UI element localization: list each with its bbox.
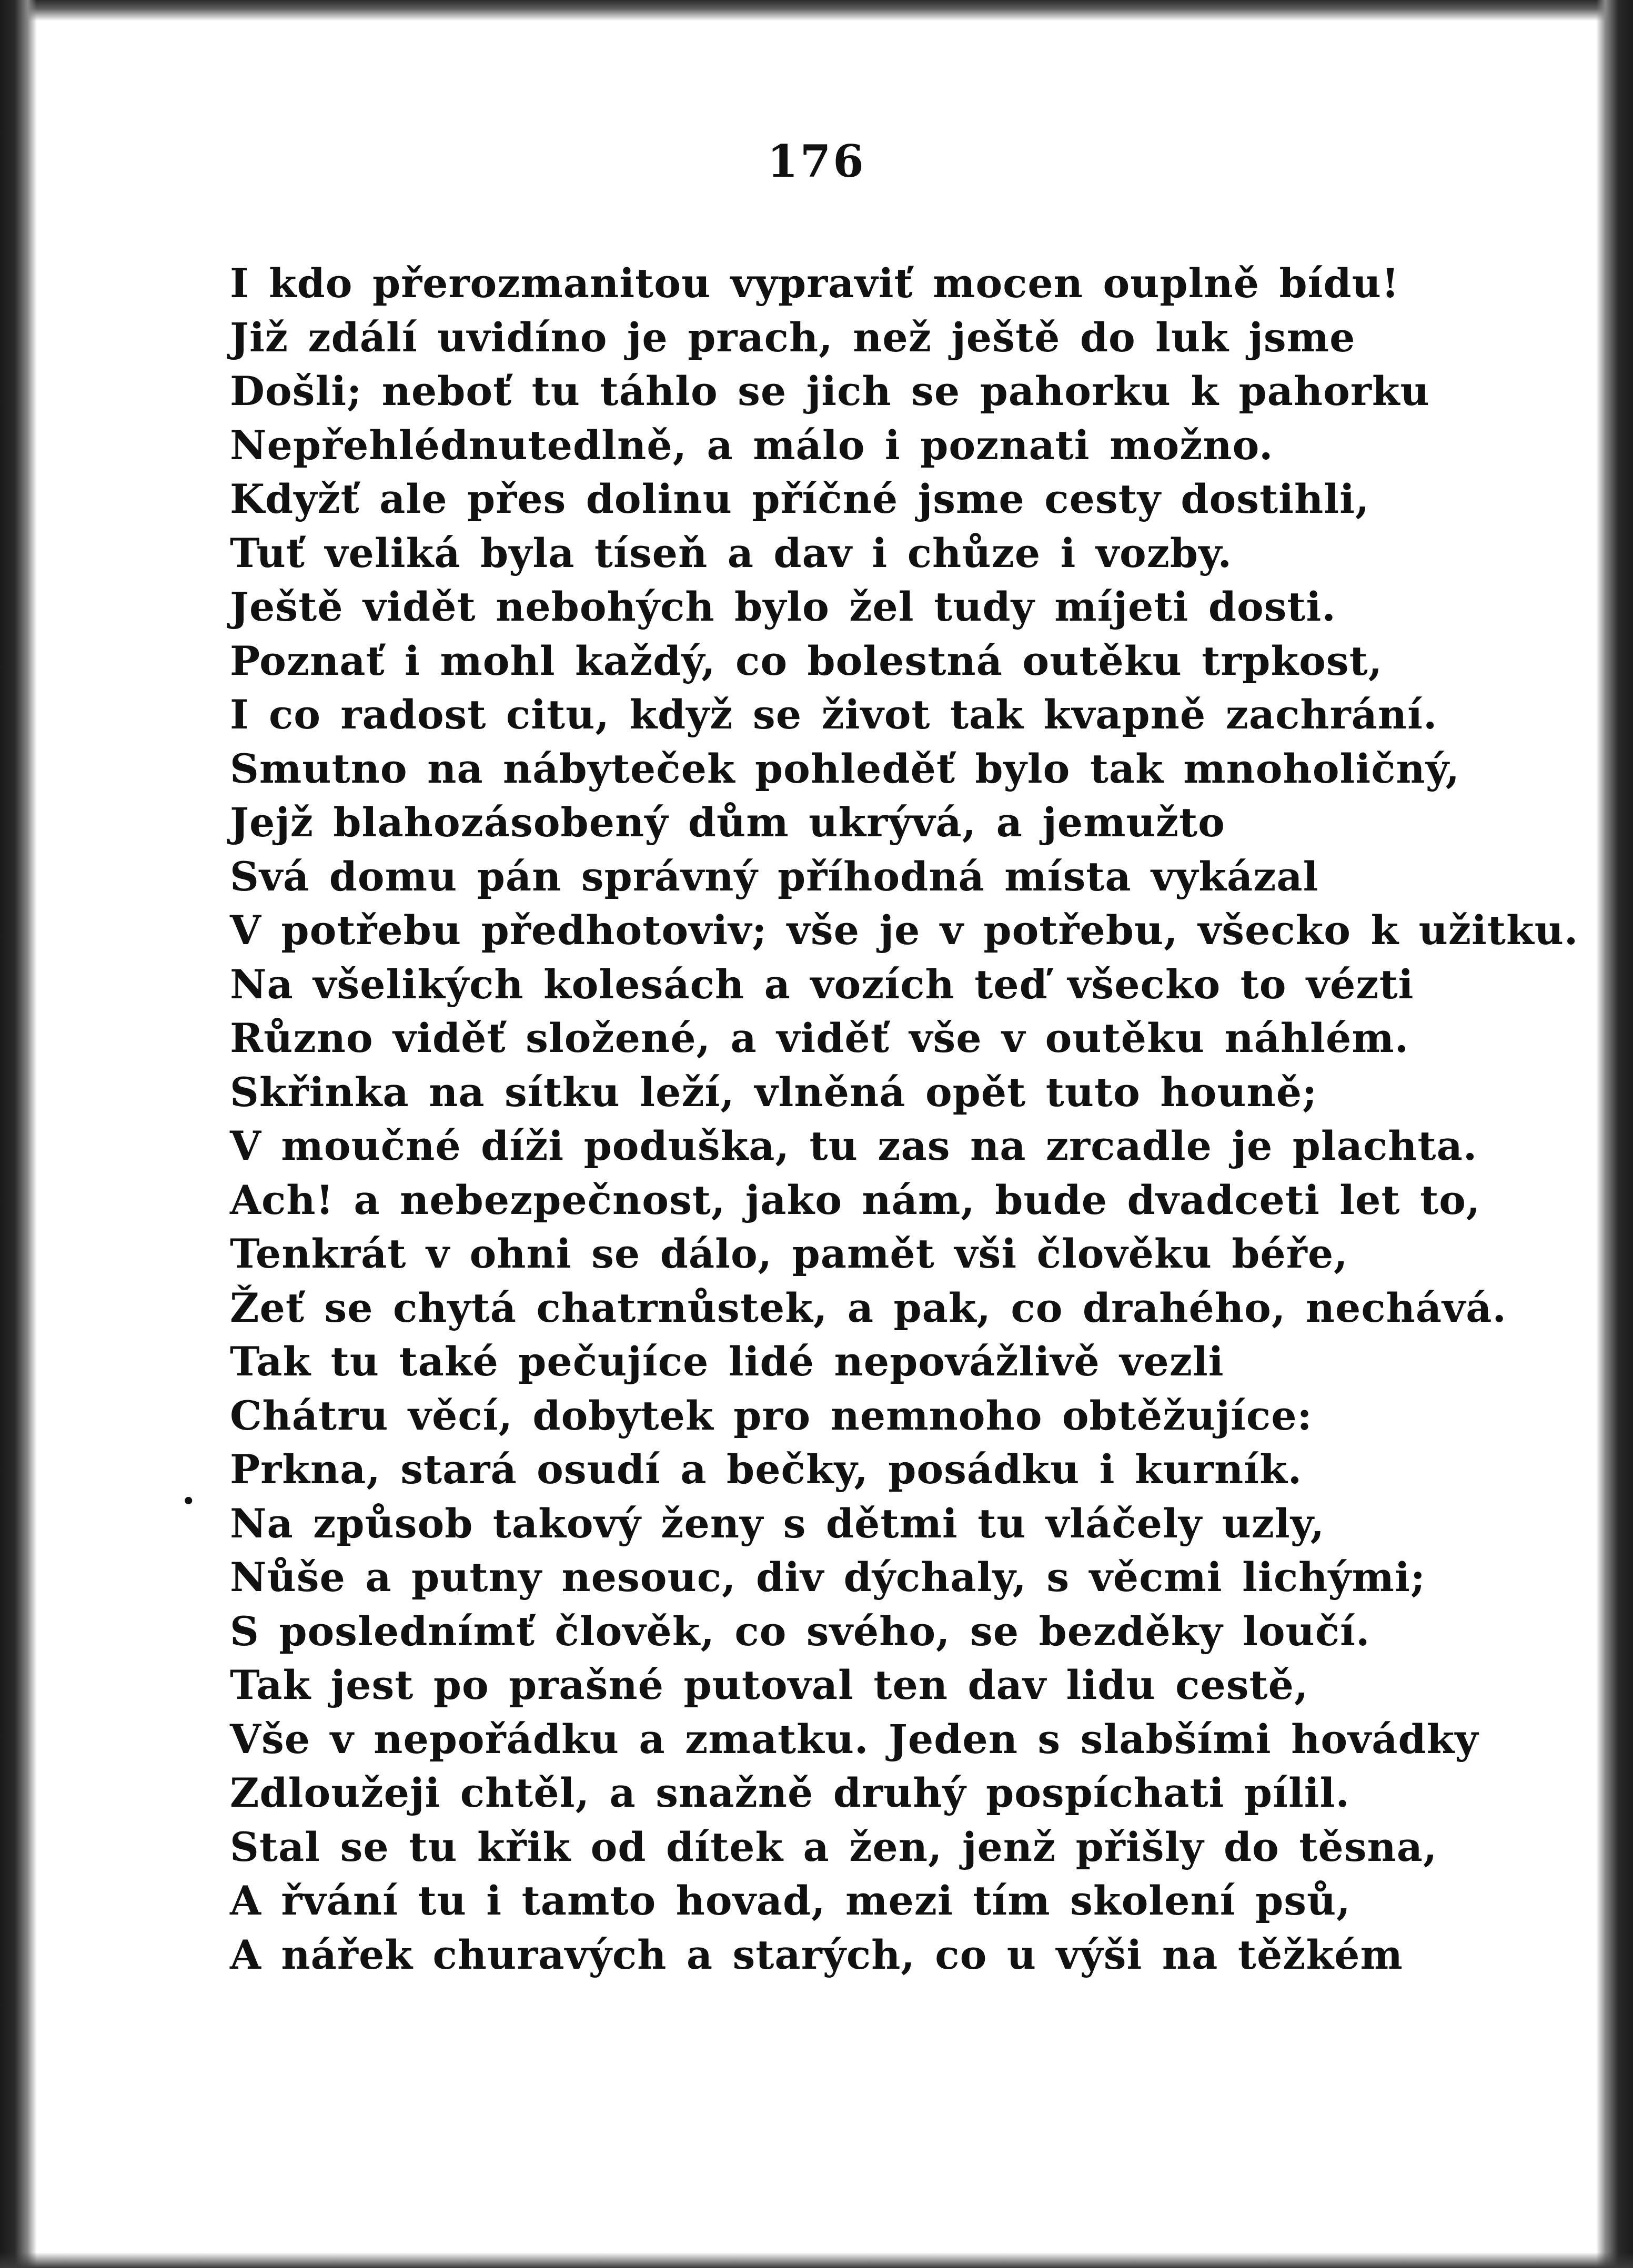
poem-line: I kdo přerozmanitou vypraviť mocen ouplně bídu! — [230, 260, 1400, 307]
page-number: 176 — [767, 135, 866, 187]
poem-line: A řvání tu i tamto hovad, mezi tím skolení psů, — [230, 1877, 1351, 1924]
poem-line: Stal se tu křik od dítek a žen, jenž přišly do těsna, — [230, 1823, 1438, 1870]
poem-line: A nářek churavých a starých, co u výši na těžkém — [230, 1931, 1403, 1978]
poem-line: Kdyžť ale přes dolinu příčné jsme cesty dostihli, — [230, 475, 1370, 522]
poem-line: Jejž blahozásobený dům ukrývá, a jemužto — [230, 799, 1225, 846]
poem-line: Ještě vidět nebohých bylo žel tudy míjeti dosti. — [230, 583, 1336, 630]
poem-line: Tuť veliká byla tíseň a dav i chůze i vozby. — [230, 529, 1232, 576]
poem-line: Smutno na nábyteček pohleděť bylo tak mnoholičný, — [230, 745, 1460, 792]
poem-line: V moučné díži poduška, tu zas na zrcadle je plachta. — [230, 1122, 1478, 1169]
scan-edge-right — [1596, 0, 1633, 2268]
poem-line: S poslednímť člověk, co svého, se bezděky loučí. — [230, 1607, 1370, 1655]
poem-line: Žeť se chytá chatrnůstek, a pak, co drahého, nechává. — [230, 1284, 1507, 1331]
scan-edge-top — [0, 0, 1633, 21]
poem-line: V potřebu předhotoviv; vše je v potřebu, všecko k užitku. — [230, 907, 1579, 954]
poem-line: Nepřehlédnutedlně, a málo i poznati možno. — [230, 421, 1274, 469]
poem-line: Vše v nepořádku a zmatku. Jeden s slabšími hovádky — [230, 1715, 1479, 1763]
poem-line: Svá domu pán správný příhodná místa vykázal — [230, 853, 1319, 900]
poem-line: Zdloužeji chtěl, a snažně druhý pospíchati pílil. — [230, 1769, 1350, 1816]
poem-line: Ach! a nebezpečnost, jako nám, bude dvadceti let to, — [230, 1176, 1481, 1223]
poem-line: Tenkrát v ohni se dálo, pamět vši člověku béře, — [230, 1230, 1348, 1277]
poem-line: Již zdálí uvidíno je prach, než ještě do luk jsme — [230, 313, 1356, 361]
scan-edge-left — [0, 0, 37, 2268]
stray-mark: . — [182, 1466, 196, 1513]
poem-line: I co radost citu, když se život tak kvapně zachrání. — [230, 691, 1438, 738]
poem-line: Na způsob takový ženy s dětmi tu vláčely uzly, — [230, 1500, 1325, 1547]
poem-line: Poznať i mohl každý, co bolestná outěku trpkost, — [230, 637, 1383, 684]
poem-line: Různo viděť složené, a viděť vše v outěku náhlém. — [230, 1015, 1409, 1061]
poem-line: Chátru věcí, dobytek pro nemnoho obtěžujíce: — [230, 1392, 1313, 1439]
poem-line: Tak jest po prašné putoval ten dav lidu cestě, — [230, 1662, 1309, 1708]
poem-text — [230, 257, 1579, 1982]
poem-line: Tak tu také pečujíce lidé nepovážlivě vezli — [230, 1338, 1224, 1385]
poem-line: Na všelikých kolesách a vozích teď všecko to vézti — [230, 960, 1414, 1008]
poem-line: Nůše a putny nesouc, div dýchaly, s věcmi lichými; — [230, 1554, 1426, 1601]
poem-line: Skřinka na sítku leží, vlněná opět tuto houně; — [230, 1068, 1318, 1116]
poem-line: Prkna, stará osudí a bečky, posádku i kurník. — [230, 1446, 1303, 1493]
scan-edge-bottom — [0, 2252, 1633, 2268]
poem-line: Došli; neboť tu táhlo se jich se pahorku k pahorku — [230, 368, 1430, 414]
